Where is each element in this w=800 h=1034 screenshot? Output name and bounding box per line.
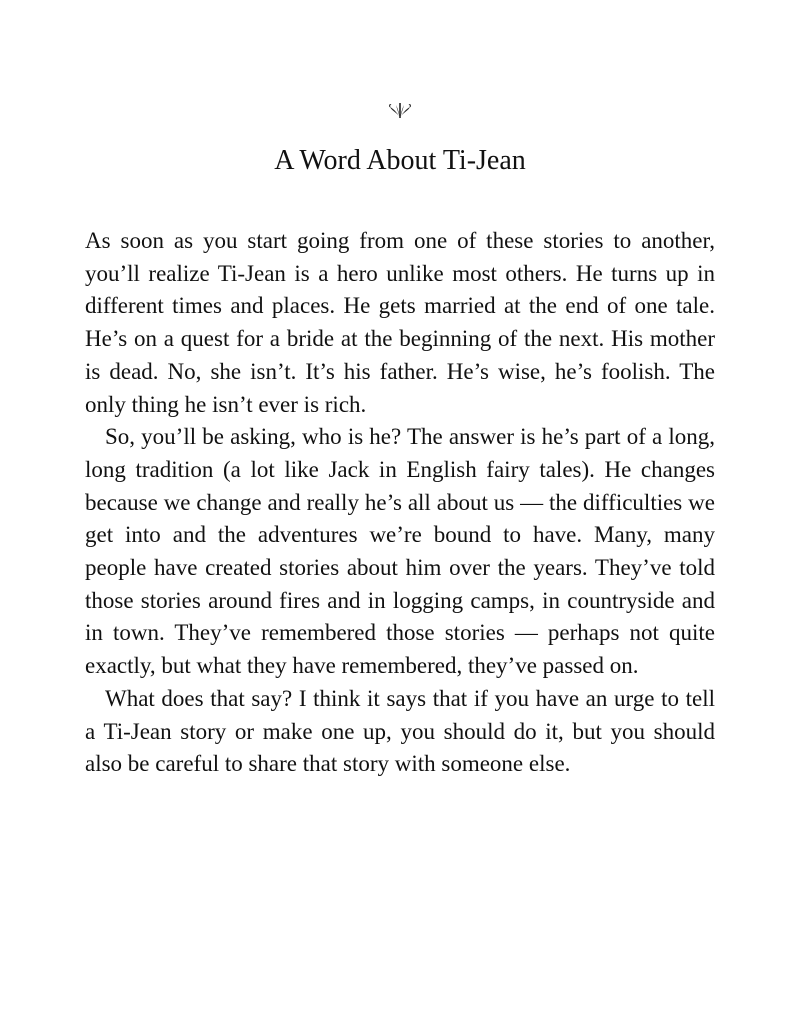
chapter-title: A Word About Ti-Jean <box>274 145 526 176</box>
paragraph: What does that say? I think it says that if you have an urge to tell a Ti-Jean story or make one up, you should do it, but you should also be careful to share that story with someone else. <box>85 685 715 777</box>
paragraph: So, you’ll be asking, who is he? The answer is he’s part of a long, long tradition (a lot like Jack in English fairy tales). He changes because we change and really he’s all about us — the difficulties we get into and the adventures we’re bound to have. Many, many people have created stories about him over the years. They’ve told those stories around fires and in logging camps, in countryside and in town. They’ve remembered those stories — perhaps not quite exactly, but what they have remembered, they’ve passed on. <box>85 424 715 679</box>
fleuron-icon <box>388 100 412 120</box>
chapter-body <box>85 225 715 781</box>
paragraph: As soon as you start going from one of these stories to another, you’ll realize Ti-Jean is a hero unlike most others. He turns up in different times and places. He gets married at the end of one tale. He’s on a quest for a bride at the beginning of the next. His mother is dead. No, she isn’t. It’s his father. He’s wise, he’s foolish. The only thing he isn’t ever is rich. <box>85 228 715 417</box>
